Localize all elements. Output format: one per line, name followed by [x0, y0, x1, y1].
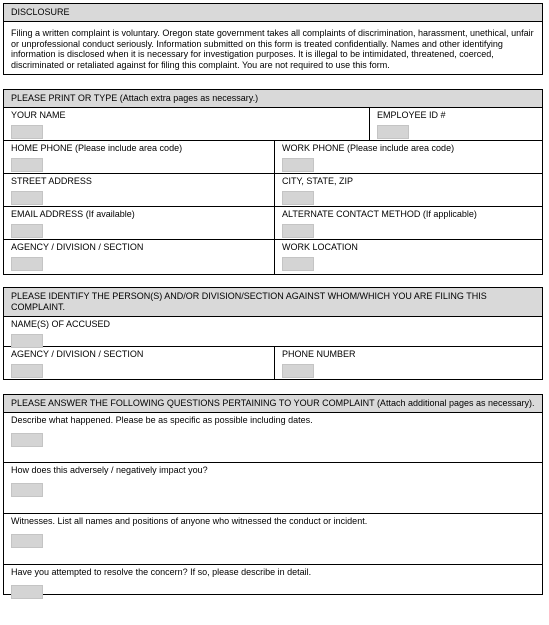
work-location-field[interactable]	[282, 257, 314, 271]
home-phone-label: HOME PHONE (Please include area code)	[11, 143, 183, 153]
questions-header-text: PLEASE ANSWER THE FOLLOWING QUESTIONS PERTAINING TO YOUR COMPLAINT	[11, 398, 375, 408]
email-label: EMAIL ADDRESS (If available)	[11, 209, 135, 219]
home-phone-field[interactable]	[11, 158, 43, 172]
accused-phone-label: PHONE NUMBER	[282, 349, 356, 359]
work-phone-label: WORK PHONE (Please include area code)	[282, 143, 455, 153]
questions-header	[3, 394, 543, 413]
agency-field[interactable]	[11, 257, 43, 271]
contact-header-text: PLEASE PRINT OR TYPE	[11, 93, 118, 103]
q4-field[interactable]	[11, 585, 43, 599]
disclosure-header	[3, 3, 543, 22]
q4-label: Have you attempted to resolve the concern? If so, please describe in detail.	[11, 567, 312, 577]
email-field[interactable]	[11, 224, 43, 238]
row-agency	[3, 240, 543, 275]
contact-header	[3, 89, 543, 108]
city-state-zip-label: CITY, STATE, ZIP	[282, 176, 354, 186]
question-what-happened	[3, 413, 543, 463]
alt-contact-label: ALTERNATE CONTACT METHOD (If applicable)	[282, 209, 477, 219]
accused-names-cell	[4, 317, 542, 346]
alt-contact-cell	[274, 207, 542, 239]
agency-label: AGENCY / DIVISION / SECTION	[11, 242, 144, 252]
employee-id-field[interactable]	[377, 125, 409, 139]
row-email	[3, 207, 543, 240]
q3-field[interactable]	[11, 534, 43, 548]
q3-label: Witnesses. List all names and positions of anyone who witnessed the conduct or incident.	[11, 516, 368, 526]
accused-agency-cell	[4, 347, 274, 379]
work-location-cell	[274, 240, 542, 274]
your-name-field[interactable]	[11, 125, 43, 139]
work-phone-field[interactable]	[282, 158, 314, 172]
alt-contact-field[interactable]	[282, 224, 314, 238]
disclosure-text: Filing a written complaint is voluntary. Oregon state government takes all complaints of discrimination, harassment, unethical, unfair or unprofessional conduct seriously. Information submitted on this form is treated confidentially. Names and other identifying information is disclosed when it is necessary for investigation purposes. It is illegal to be intimidated, threatened, coerced, discriminated or retaliated against for filing this complaint. You are not required to use this form.	[3, 22, 543, 75]
accused-header	[3, 287, 543, 317]
questions-header-note: (Attach additional pages as necessary).	[376, 398, 535, 408]
q2-label: How does this adversely / negatively impact you?	[11, 465, 208, 475]
question-resolve	[3, 565, 543, 595]
q2-field[interactable]	[11, 483, 43, 497]
city-state-zip-field[interactable]	[282, 191, 314, 205]
contact-header-note: (Attach extra pages as necessary.)	[119, 93, 259, 103]
question-witnesses	[3, 514, 543, 565]
row-address	[3, 174, 543, 207]
street-address-label: STREET ADDRESS	[11, 176, 92, 186]
complaint-form	[3, 3, 543, 595]
accused-names-label: NAME(S) OF ACCUSED	[11, 319, 111, 329]
accused-agency-field[interactable]	[11, 364, 43, 378]
work-location-label: WORK LOCATION	[282, 242, 358, 252]
work-phone-cell	[274, 141, 542, 173]
your-name-cell	[4, 108, 369, 140]
accused-agency-label: AGENCY / DIVISION / SECTION	[11, 349, 144, 359]
accused-names-field[interactable]	[11, 334, 43, 348]
disclosure-header-text: DISCLOSURE	[11, 7, 70, 17]
street-address-field[interactable]	[11, 191, 43, 205]
row-accused-agency	[3, 347, 543, 380]
question-impact	[3, 463, 543, 514]
street-address-cell	[4, 174, 274, 206]
accused-phone-cell	[274, 347, 542, 379]
employee-id-label: EMPLOYEE ID #	[377, 110, 446, 120]
accused-phone-field[interactable]	[282, 364, 314, 378]
row-phone	[3, 141, 543, 174]
home-phone-cell	[4, 141, 274, 173]
city-state-zip-cell	[274, 174, 542, 206]
your-name-label: YOUR NAME	[11, 110, 66, 120]
accused-header-text: PLEASE IDENTIFY THE PERSON(S) AND/OR DIVISION/SECTION AGAINST WHOM/WHICH YOU ARE FILING THIS COMPLAINT.	[11, 291, 487, 312]
email-cell	[4, 207, 274, 239]
row-name	[3, 108, 543, 141]
row-accused-names	[3, 317, 543, 347]
q1-label: Describe what happened. Please be as specific as possible including dates.	[11, 415, 313, 425]
agency-cell	[4, 240, 274, 274]
q1-field[interactable]	[11, 433, 43, 447]
employee-id-cell	[369, 108, 542, 140]
